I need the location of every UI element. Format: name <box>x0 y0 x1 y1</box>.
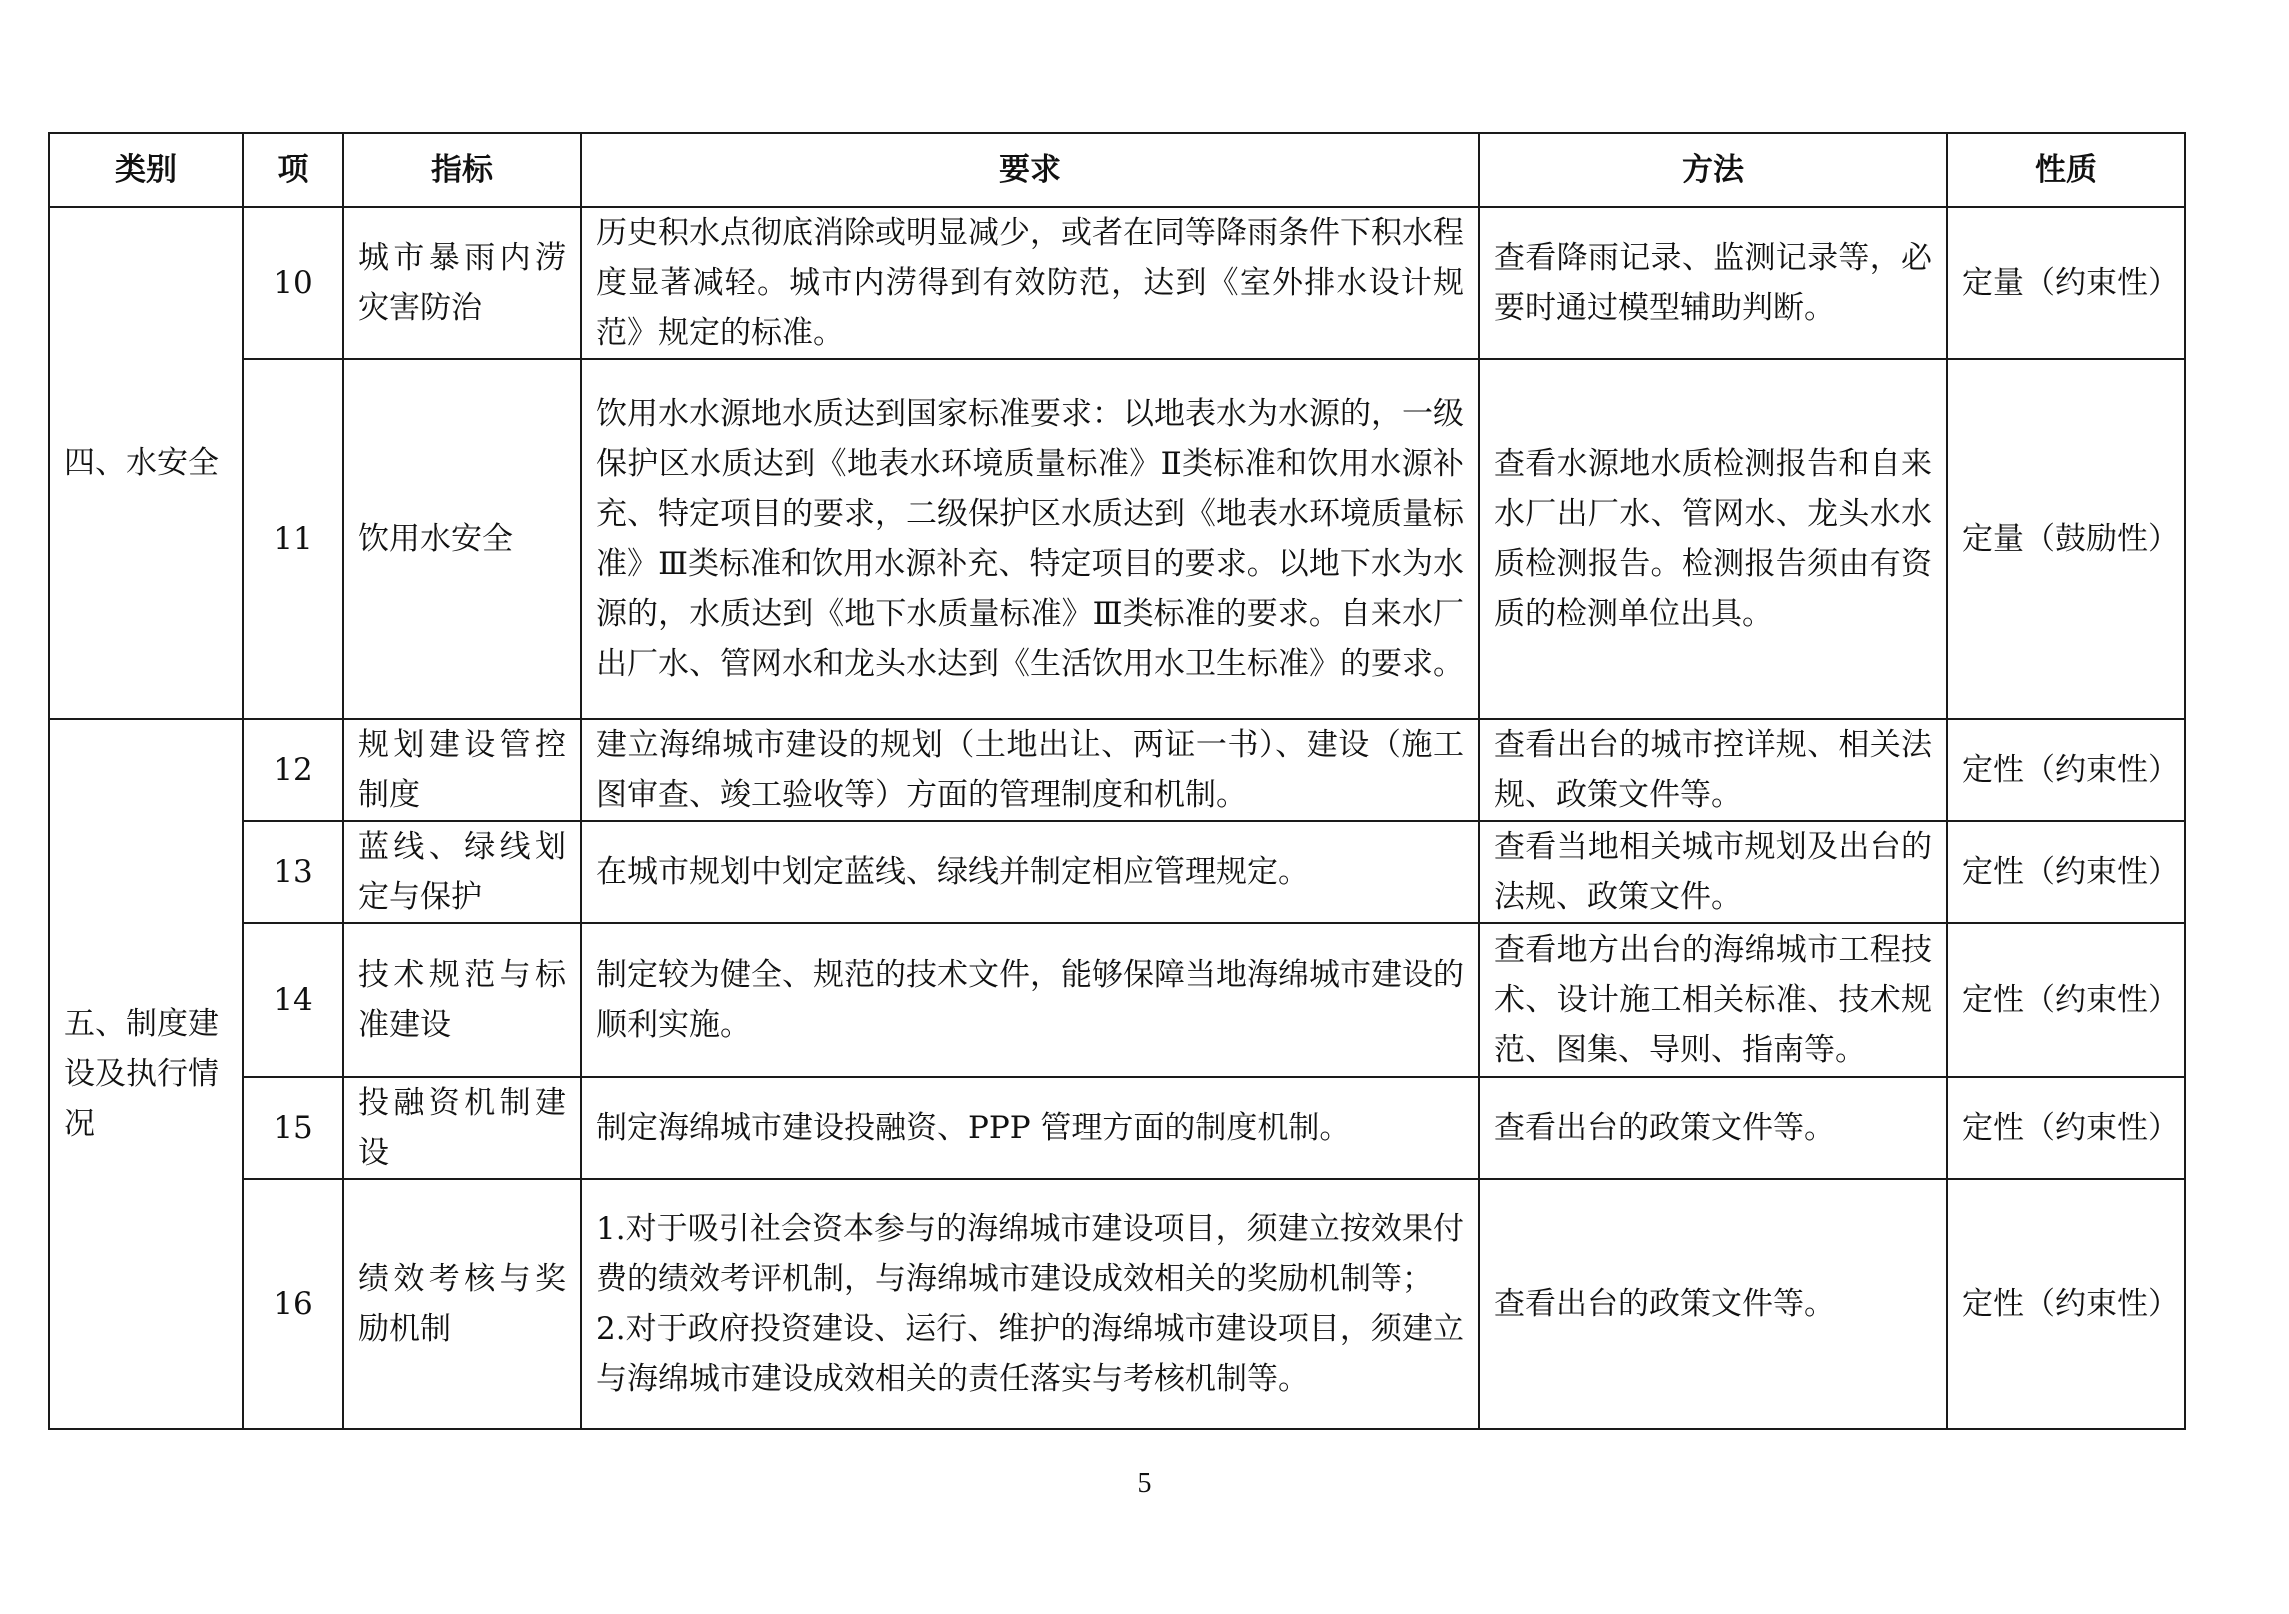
table-row <box>49 359 2185 719</box>
evaluation-table <box>48 132 2186 1430</box>
table-row <box>49 821 2185 923</box>
requirement-cell <box>581 1179 1479 1429</box>
table-row <box>49 207 2185 359</box>
requirement-cell: 建立海绵城市建设的规划（土地出让、两证一书）、建设（施工图审查、竣工验收等）方面的管理制度和机制。 <box>581 719 1479 821</box>
category-water-safety: 四、水安全 <box>49 207 243 719</box>
table-row <box>49 719 2185 821</box>
nature-cell: 定性（约束性） <box>1947 719 2185 821</box>
item-number: 12 <box>243 719 343 821</box>
header-requirement: 要求 <box>581 133 1479 207</box>
item-number: 13 <box>243 821 343 923</box>
nature-cell: 定量（鼓励性） <box>1947 359 2185 719</box>
nature-cell: 定量（约束性） <box>1947 207 2185 359</box>
table-row <box>49 1077 2185 1179</box>
header-method: 方法 <box>1479 133 1947 207</box>
indicator-cell: 蓝线、绿线划定与保护 <box>343 821 581 923</box>
nature-cell: 定性（约束性） <box>1947 1077 2185 1179</box>
nature-cell: 定性（约束性） <box>1947 1179 2185 1429</box>
requirement-cell: 饮用水水源地水质达到国家标准要求：以地表水为水源的，一级保护区水质达到《地表水环境质量标准》Ⅱ类标准和饮用水源补充、特定项目的要求，二级保护区水质达到《地表水环境质量标准》Ⅲ类标准和饮用水源补充、特定项目的要求。以地下水为水源的，水质达到《地下水质量标准》Ⅲ类标准的要求。自来水厂出厂水、管网水和龙头水达到《生活饮用水卫生标准》的要求。 <box>581 359 1479 719</box>
method-cell: 查看出台的政策文件等。 <box>1479 1179 1947 1429</box>
item-number: 15 <box>243 1077 343 1179</box>
table-header-row <box>49 133 2185 207</box>
method-cell: 查看水源地水质检测报告和自来水厂出厂水、管网水、龙头水水质检测报告。检测报告须由有资质的检测单位出具。 <box>1479 359 1947 719</box>
requirement-cell: 制定海绵城市建设投融资、PPP 管理方面的制度机制。 <box>581 1077 1479 1179</box>
method-cell: 查看地方出台的海绵城市工程技术、设计施工相关标准、技术规范、图集、导则、指南等。 <box>1479 923 1947 1077</box>
method-cell: 查看出台的政策文件等。 <box>1479 1077 1947 1179</box>
header-item: 项 <box>243 133 343 207</box>
page-number: 5 <box>1137 1468 1152 1499</box>
nature-cell: 定性（约束性） <box>1947 923 2185 1077</box>
indicator-cell: 投融资机制建设 <box>343 1077 581 1179</box>
header-category: 类别 <box>49 133 243 207</box>
nature-cell: 定性（约束性） <box>1947 821 2185 923</box>
requirement-cell: 制定较为健全、规范的技术文件，能够保障当地海绵城市建设的顺利实施。 <box>581 923 1479 1077</box>
method-cell: 查看当地相关城市规划及出台的法规、政策文件。 <box>1479 821 1947 923</box>
indicator-cell: 饮用水安全 <box>343 359 581 719</box>
item-number: 16 <box>243 1179 343 1429</box>
method-cell: 查看出台的城市控详规、相关法规、政策文件等。 <box>1479 719 1947 821</box>
method-cell: 查看降雨记录、监测记录等，必要时通过模型辅助判断。 <box>1479 207 1947 359</box>
table-row <box>49 923 2185 1077</box>
indicator-cell: 技术规范与标准建设 <box>343 923 581 1077</box>
header-nature: 性质 <box>1947 133 2185 207</box>
header-indicator: 指标 <box>343 133 581 207</box>
item-number: 14 <box>243 923 343 1077</box>
item-number: 11 <box>243 359 343 719</box>
indicator-cell: 规划建设管控制度 <box>343 719 581 821</box>
table-row <box>49 1179 2185 1429</box>
item-number: 10 <box>243 207 343 359</box>
requirement-cell: 历史积水点彻底消除或明显减少，或者在同等降雨条件下积水程度显著减轻。城市内涝得到有效防范，达到《室外排水设计规范》规定的标准。 <box>581 207 1479 359</box>
category-system-building: 五、制度建设及执行情况 <box>49 719 243 1429</box>
indicator-cell: 绩效考核与奖励机制 <box>343 1179 581 1429</box>
requirement-point-1: 1.对于吸引社会资本参与的海绵城市建设项目，须建立按效果付费的绩效考评机制，与海绵城市建设成效相关的奖励机制等； <box>596 1211 1464 1297</box>
requirement-point-2: 2.对于政府投资建设、运行、维护的海绵城市建设项目，须建立与海绵城市建设成效相关的责任落实与考核机制等。 <box>596 1311 1464 1397</box>
requirement-cell: 在城市规划中划定蓝线、绿线并制定相应管理规定。 <box>581 821 1479 923</box>
indicator-cell: 城市暴雨内涝灾害防治 <box>343 207 581 359</box>
